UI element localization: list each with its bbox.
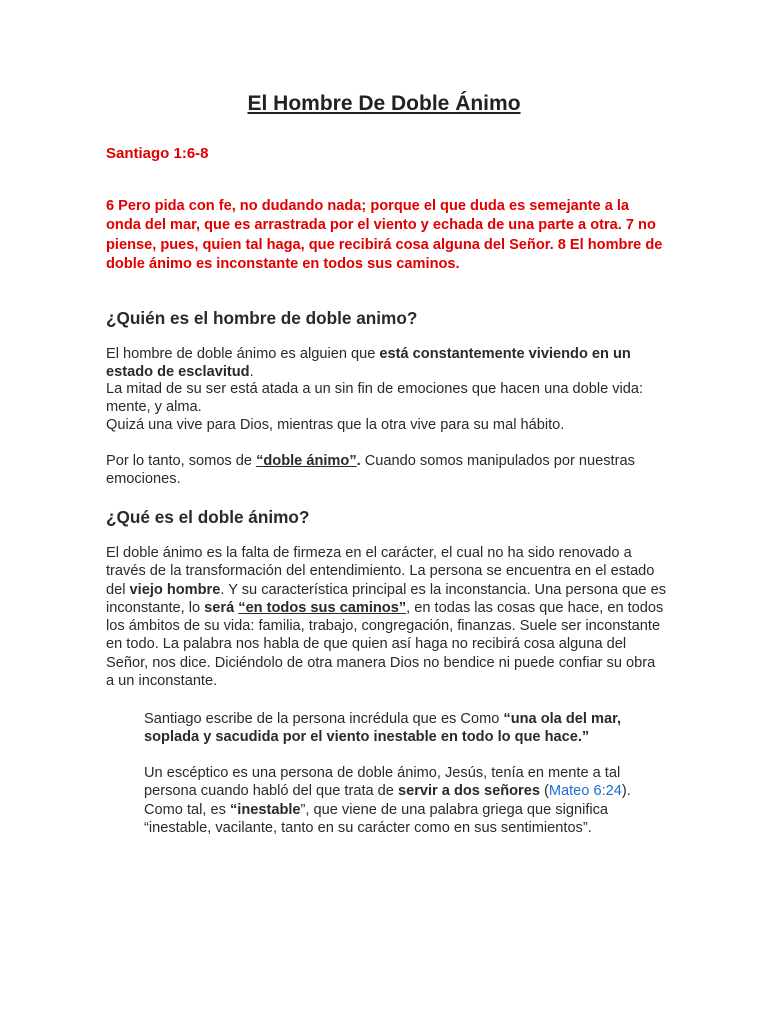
section-heading-quien: ¿Quién es el hombre de doble animo? <box>106 308 418 328</box>
section-heading-que: ¿Qué es el doble ánimo? <box>106 507 310 527</box>
section1-paragraph-4 <box>106 452 666 489</box>
bold-text-run: servir a dos señores <box>397 783 540 800</box>
bold-text-run: “inestable <box>229 801 301 818</box>
text-run: El doble ánimo es la falta de firmeza en el carácter, el cual no ha sido renovado a través de la transformación del entendimiento. La persona se encuentra en el estado del <box>106 545 655 598</box>
bold-text-run: “una ola del mar, soplada y sacudida por el viento inestable en todo lo que hace.” <box>144 711 622 746</box>
text-run: El hombre de doble ánimo es alguien que <box>106 346 380 362</box>
quote-paragraph-1 <box>144 710 664 747</box>
text-run: , en todas las cosas que hace, en todos los ámbitos de su vida: familia, trabajo, congregación, finanzas. Suele ser inconstante en todo. La palabra nos habla de que quien así haga no recibirá cosa alguna del Señor, nos dice. Diciéndolo de otra manera Dios no bendice ni puede confiar su obra a un inconstante. <box>106 599 664 690</box>
section1-paragraph-3: Quizá una vive para Dios, mientras que la otra vive para su mal hábito. <box>106 417 565 433</box>
bold-text-run: será <box>204 599 235 616</box>
text-run: Por lo tanto, somos de <box>106 453 257 469</box>
bold-text-run: . <box>356 453 361 469</box>
section2-paragraph-1 <box>106 544 666 690</box>
mateo-link[interactable]: Mateo 6:24 <box>548 783 622 800</box>
text-run: ). Como tal, es <box>144 783 631 818</box>
document-title: El Hombre De Doble Ánimo <box>247 92 521 115</box>
section1-paragraph-1 <box>106 345 666 382</box>
text-run: Santiago escribe de la persona incrédula que es Como <box>144 711 504 727</box>
text-run: Cuando somos manipulados por nuestras emociones. <box>106 453 635 488</box>
text-run: . Y su característica principal es la inconstancia. Una persona que es inconstante, lo <box>106 581 666 616</box>
scripture-verse-text: 6 Pero pida con fe, no dudando nada; porque el que duda es semejante a la onda del mar, que es arrastrada por el viento y echada de una parte a otra. 7 no piense, pues, quien tal haga, que recibirá cosa alguna del Señor. 8 El hombre de doble ánimo es inconstante en todos sus caminos. <box>106 198 663 272</box>
bold-text-run: viejo hombre <box>129 581 221 598</box>
text-run: Un escéptico es una persona de doble ánimo, Jesús, tenía en mente a tal persona cuando habló del que trata de <box>144 765 621 800</box>
text-run: ( <box>539 783 549 800</box>
text-run: ”, que viene de una palabra griega que significa “inestable, vacilante, tanto en su carácter como en sus sentimientos”. <box>144 801 609 836</box>
text-run: . <box>249 364 254 381</box>
bold-text-run: está constantemente viviendo en un estado de esclavitud <box>106 346 631 381</box>
bold-underline-text-run: “doble ánimo” <box>256 453 357 469</box>
scripture-reference: Santiago 1:6-8 <box>106 145 209 162</box>
section1-paragraph-2: La mitad de su ser está atada a un sin fin de emociones que hacen una doble vida: mente, y alma. <box>106 381 644 416</box>
quote-paragraph-2 <box>144 764 664 837</box>
bold-underline-text-run: “en todos sus caminos” <box>238 599 407 616</box>
